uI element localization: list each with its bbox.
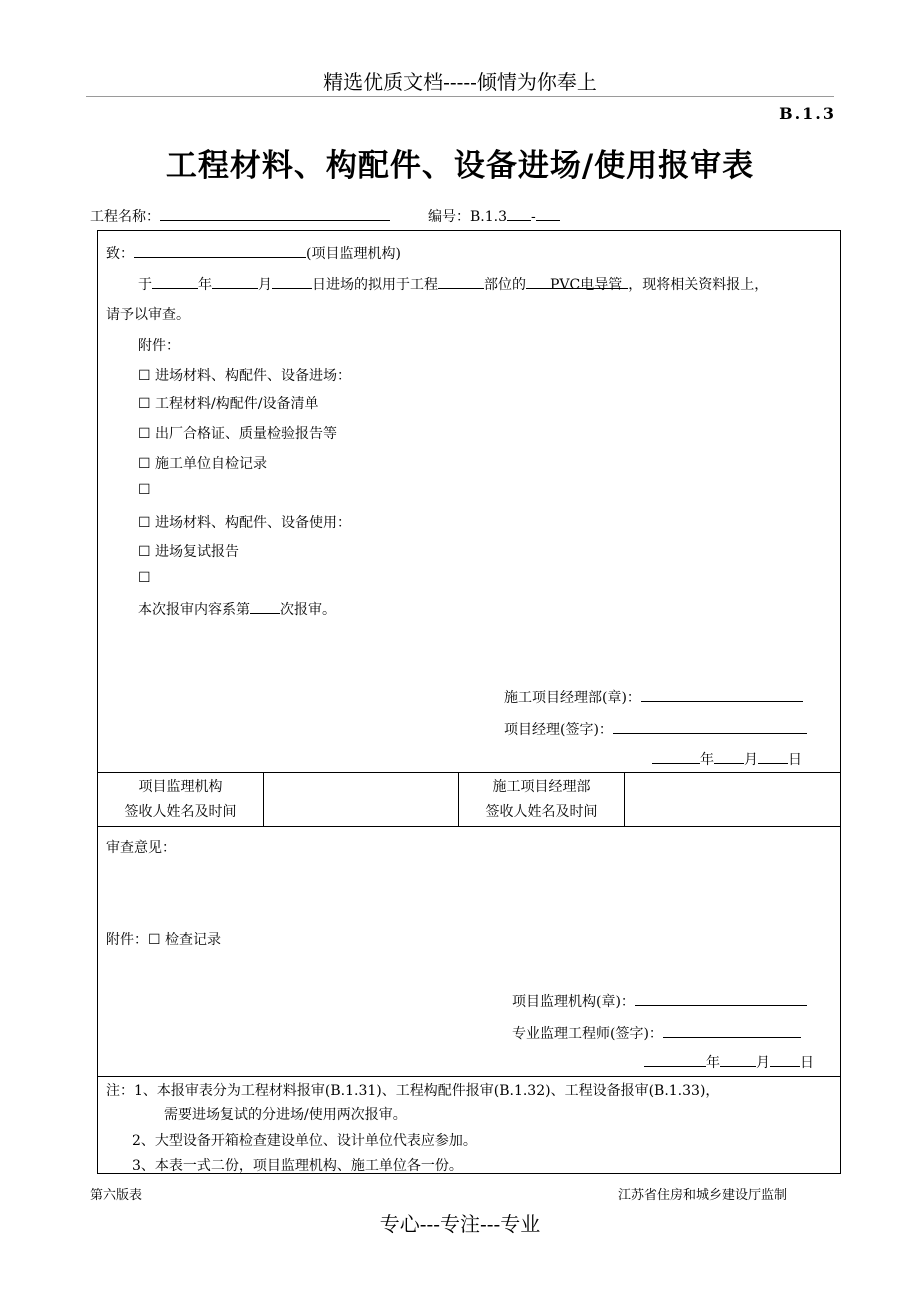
contractor-dept-field[interactable] [641, 687, 803, 702]
entry-month-field[interactable] [212, 274, 258, 289]
opinion-label: 审查意见： [106, 840, 176, 856]
supervision-org-field[interactable] [635, 991, 807, 1006]
checkbox-icon[interactable]: ☐ [138, 570, 151, 586]
issuer-label: 江苏省住房和城乡建设厅监制 [618, 1188, 788, 1203]
attachment-item[interactable]: ☐ 工程材料/构配件/设备清单 [138, 396, 319, 412]
project-manager-row [504, 719, 807, 739]
note-3: 3、本表一式二份，项目监理机构、施工单位各一份。 [132, 1158, 463, 1174]
attachment-item[interactable]: ☐ 出厂合格证、质量检验报告等 [138, 426, 338, 442]
supervision-receipt-label: 项目监理机构 签收人姓名及时间 [124, 779, 237, 820]
header-divider [86, 96, 834, 97]
number-field-1[interactable] [507, 206, 531, 221]
review-attachment-item: 检查记录 [165, 932, 222, 948]
attachment-item[interactable]: ☐ 进场材料、构配件、设备进场： [138, 368, 352, 384]
to-row [106, 243, 401, 263]
engineer-label: 专业监理工程师(签字)： [512, 1026, 663, 1042]
date-row-2: 年 月 日 [644, 1052, 814, 1072]
attachment-item[interactable] [138, 482, 151, 498]
date-year-field[interactable] [652, 749, 700, 764]
attachment-item[interactable]: ☐ 进场材料、构配件、设备使用： [138, 515, 352, 531]
date-row-1: 年 月 日 [652, 749, 802, 769]
date-day-field[interactable] [770, 1052, 800, 1067]
to-label: 致： [106, 246, 134, 262]
checkbox-icon[interactable]: ☐ [138, 368, 151, 384]
submission-count-row: 本次报审内容系第 次报审。 [138, 599, 336, 619]
engineer-field[interactable] [663, 1023, 801, 1038]
checkbox-icon[interactable]: ☐ [138, 456, 151, 472]
entry-part-text: 部位的 [484, 277, 526, 293]
entry-year-field[interactable] [152, 274, 198, 289]
note-2: 2、大型设备开箱检查建设单位、设计单位代表应参加。 [132, 1133, 477, 1149]
entry-year-label: 年 [198, 277, 212, 293]
checkbox-icon[interactable]: ☐ [148, 932, 161, 948]
contractor-dept-row [504, 687, 803, 707]
entry-after-text: ，现将相关资料报上， [628, 277, 769, 293]
supervision-org-row [512, 991, 807, 1011]
row-divider [98, 1076, 840, 1077]
to-field[interactable] [134, 243, 306, 258]
form-code: B.1.3 [779, 104, 836, 123]
submission-count-field[interactable] [250, 599, 280, 614]
bottom-slogan: 专心---专注---专业 [379, 1212, 541, 1236]
form-title: 工程材料、构配件、设备进场/使用报审表 [165, 148, 755, 184]
project-name-field[interactable] [160, 206, 390, 221]
checkbox-icon[interactable]: ☐ [138, 426, 151, 442]
entry-project-field[interactable] [438, 274, 484, 289]
entry-month-label: 月 [258, 277, 272, 293]
number-field-2[interactable] [536, 206, 560, 221]
contractor-dept-label: 施工项目经理部(章)： [504, 690, 641, 706]
attachment-item[interactable] [138, 570, 151, 586]
contractor-receipt-field[interactable] [625, 773, 840, 826]
checkbox-icon[interactable]: ☐ [138, 396, 151, 412]
number-label: 编号：B.1.3 [428, 209, 508, 225]
date-month-field[interactable] [714, 749, 744, 764]
date-month-field[interactable] [720, 1052, 756, 1067]
project-name-row [90, 206, 390, 226]
note-1-cont: 需要进场复试的分进场/使用两次报审。 [164, 1107, 407, 1123]
top-banner-text: 精选优质文档-----倾情为你奉上 [323, 70, 597, 94]
project-manager-label: 项目经理(签字)： [504, 722, 613, 738]
checkbox-icon[interactable]: ☐ [138, 482, 151, 498]
engineer-row [512, 1023, 801, 1043]
to-suffix: (项目监理机构) [306, 246, 401, 262]
attachment-item[interactable]: ☐ 进场复试报告 [138, 544, 240, 560]
attachments-label: 附件： [138, 338, 180, 354]
number-row [428, 206, 560, 226]
supervision-org-label: 项目监理机构(章)： [512, 994, 635, 1010]
contractor-receipt-label: 施工项目经理部 签收人姓名及时间 [485, 779, 598, 820]
row-divider [98, 826, 840, 827]
entry-line-2: 请予以审查。 [106, 307, 190, 323]
date-day-field[interactable] [758, 749, 788, 764]
supervision-receipt-field[interactable] [264, 773, 458, 826]
form-table [97, 230, 841, 1174]
date-year-field[interactable] [644, 1052, 706, 1067]
edition-label: 第六版表 [90, 1188, 143, 1203]
project-manager-field[interactable] [613, 719, 807, 734]
entry-row [138, 274, 768, 294]
attachment-item[interactable]: ☐ 施工单位自检记录 [138, 456, 268, 472]
checkbox-icon[interactable]: ☐ [138, 515, 151, 531]
number-separator: - [531, 209, 536, 225]
note-1: 注：1、本报审表分为工程材料报审(B.1.31)、工程构配件报审(B.1.32)、工程设备报审(B.1.33)， [106, 1083, 720, 1099]
review-attachment-row: 附件：☐ 检查记录 [106, 932, 222, 948]
checkbox-icon[interactable]: ☐ [138, 544, 151, 560]
project-name-label: 工程名称： [90, 209, 160, 225]
material-field[interactable]: PVC电导管 [526, 274, 628, 289]
entry-day-field[interactable] [272, 274, 312, 289]
entry-day-text: 日进场的拟用于工程 [312, 277, 438, 293]
entry-pre: 于 [138, 277, 152, 293]
